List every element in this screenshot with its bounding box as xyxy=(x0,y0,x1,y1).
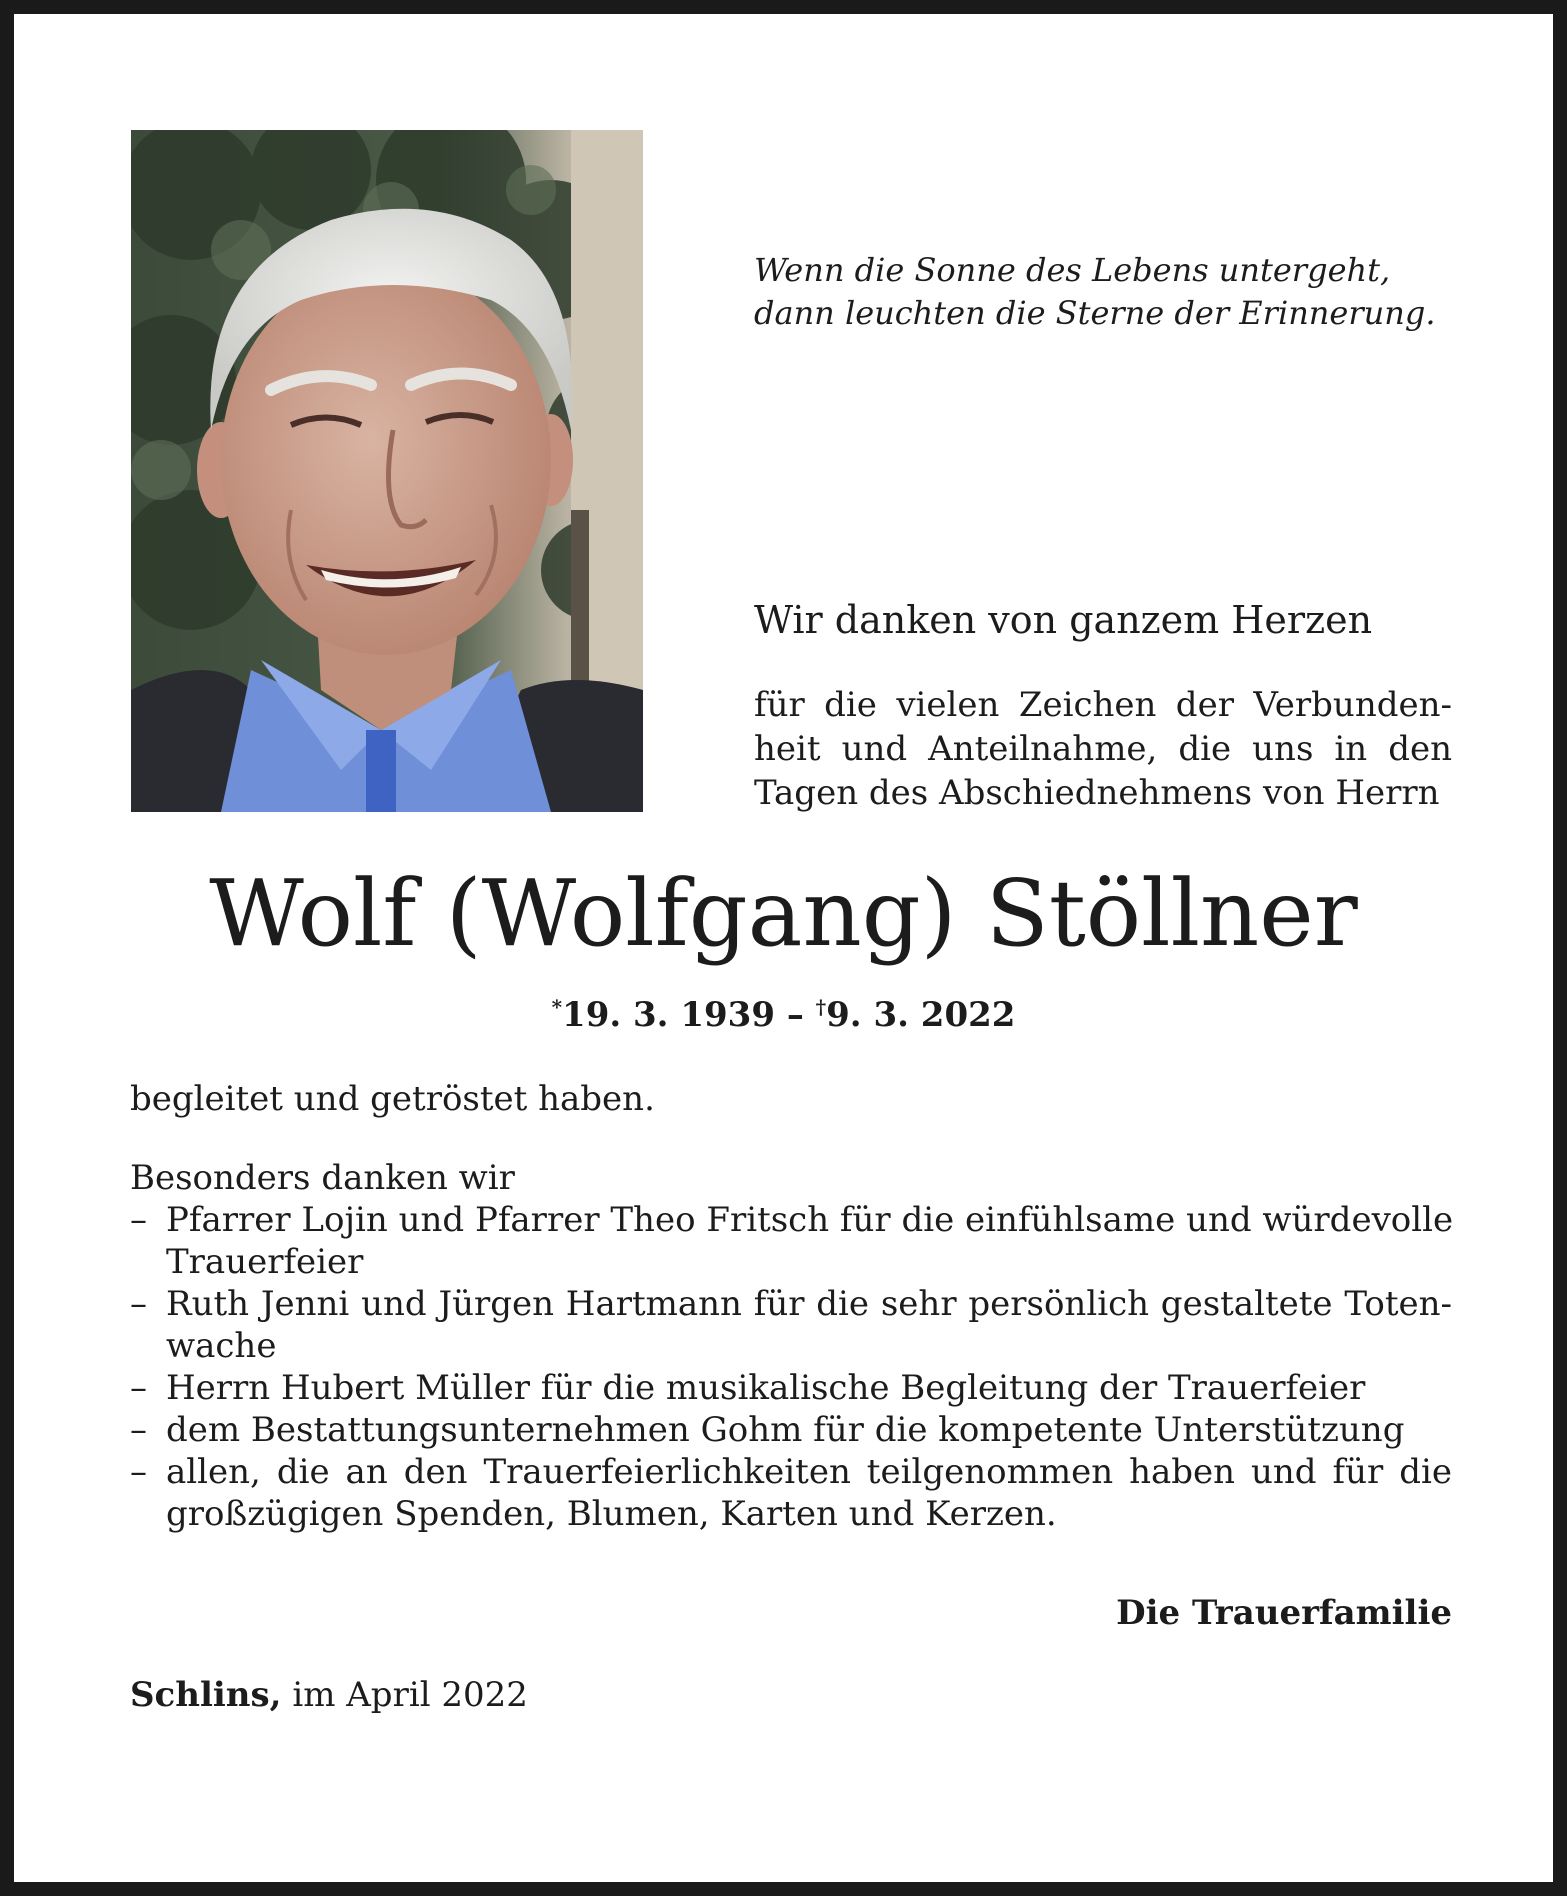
list-item xyxy=(130,1367,1452,1409)
list-item-line: großzügigen Spenden, Blumen, Karten und Kerzen. xyxy=(166,1494,1057,1534)
list-dash: – xyxy=(130,1200,147,1240)
birth-date: 19. 3. 1939 xyxy=(562,995,775,1035)
death-symbol: † xyxy=(815,995,827,1019)
birth-symbol: * xyxy=(551,995,563,1019)
list-item xyxy=(130,1199,1452,1283)
list-item xyxy=(130,1409,1452,1451)
thanks-line: Tagen des Abschiednehmens von Herrn xyxy=(754,773,1440,813)
list-item-line: allen, die an den Trauerfeierlichkeiten teilgenommen haben und für die xyxy=(166,1452,1452,1492)
life-dates xyxy=(14,986,1553,1036)
continuation-text: begleitet und getröstet haben. xyxy=(130,1079,655,1119)
list-item-line: Pfarrer Lojin und Pfarrer Theo Fritsch für die einfühlsame und würdevolle xyxy=(166,1200,1454,1240)
date-separator: – xyxy=(774,995,816,1035)
quote-line-1: Wenn die Sonne des Lebens untergeht, xyxy=(754,251,1391,289)
signature: Die Trauerfamilie xyxy=(1116,1593,1452,1633)
list-dash: – xyxy=(130,1284,147,1324)
special-thanks-intro: Besonders danken wir xyxy=(130,1158,515,1198)
place-date xyxy=(130,1674,930,1716)
list-item-line: Ruth Jenni und Jürgen Hartmann für die sehr persönlich gestaltete Toten- xyxy=(166,1284,1452,1324)
list-item-line: dem Bestattungsunternehmen Gohm für die kompetente Unterstützung xyxy=(166,1410,1405,1450)
portrait-photo xyxy=(131,130,643,812)
thanks-line: heit und Anteilnahme, die uns in den xyxy=(754,729,1452,769)
list-item-line: Herrn Hubert Müller für die musikalische Begleitung der Trauerfeier xyxy=(166,1368,1366,1408)
thanks-paragraph xyxy=(754,683,1452,815)
quote-line-2: dann leuchten die Sterne der Erinnerung. xyxy=(754,294,1436,332)
obituary-sheet xyxy=(14,14,1553,1882)
place-month: im April 2022 xyxy=(281,1675,528,1715)
list-dash: – xyxy=(130,1368,147,1408)
memorial-quote xyxy=(754,249,1484,335)
place-town: Schlins, xyxy=(130,1675,282,1715)
deceased-name: Wolf (Wolfgang) Stöllner xyxy=(209,860,1358,967)
thanks-heading: Wir danken von ganzem Herzen xyxy=(754,598,1373,642)
list-dash: – xyxy=(130,1410,147,1450)
list-item xyxy=(130,1283,1452,1367)
list-item xyxy=(130,1451,1452,1535)
death-date: 9. 3. 2022 xyxy=(826,995,1016,1035)
special-thanks-list xyxy=(130,1199,1452,1535)
list-dash: – xyxy=(130,1452,147,1492)
list-item-line: Trauerfeier xyxy=(166,1242,364,1282)
portrait-image xyxy=(131,130,643,812)
list-item-line: wache xyxy=(166,1326,277,1366)
thanks-line: für die vielen Zeichen der Verbunden- xyxy=(754,685,1452,725)
